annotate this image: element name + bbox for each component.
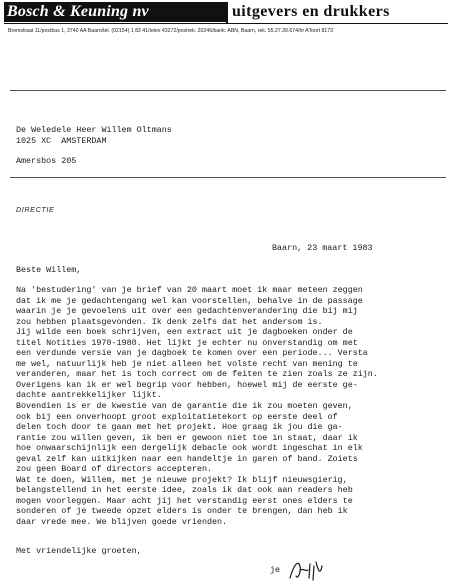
body-line: daar vrede mee. We blijven goede vrienden. [16,517,228,528]
body-line: belangstellend in het eerste idee, zoals ik dat ook aan readers heb [16,485,353,496]
company-address: Bremstraat 11/postbus 1, 3740 AA Baarn/tel. (02154) 1 82 41/telex 43272/postrek. 20246/bank: ABN, Baarn, rek. 55.27.39.674/hr A'foort 8173 [8,28,334,34]
body-line: delen toch door te gaan met het projekt. Hoe graag ik jou die ga- [16,422,343,433]
divider-bottom [10,177,446,178]
body-line: geval zelf kan uitkijken naar een handeltje in garen of band. Zoiets [16,453,358,464]
body-line: waarin je je gevoelens uit over een gedachtenverandering die bij mij [16,306,358,317]
recipient-name: De Weledele Heer Willem Oltmans [16,124,172,135]
recipient-street: Amersbos 205 [16,155,77,166]
body-line: dachte aantrekkelijker lijkt. [16,390,162,401]
body-line: Wat te doen, Willem, met je nieuwe projekt? Ik blijf nieuwsgierig, [16,474,348,485]
department-label: DIRECTIE [16,205,55,214]
body-line: ook bij een onverhoopt groot exploitatietekort op eerste deel of [16,411,338,422]
letterhead [4,2,448,24]
divider-top [10,90,446,91]
body-line: een verdunde versie van je dagboek te komen over een periode... Versta [16,348,368,359]
body-line: Jij wilde een boek schrijven, een extract uit je dagboeken onder de [16,327,353,338]
body-line: sonderen of je tweede opzet elders is onder te brengen, dan heb ik [16,506,348,517]
salutation: Beste Willem, [16,265,82,275]
body-line: Overigens kan ik er wel begrip voor hebben, hoewel mij de eerste ge- [16,379,358,390]
body-line: rantie zou willen geven, ik ben er gewoon niet toe in staat, daar ik [16,432,358,443]
body-line: hoe onwaarschijnlijk een dergelijk debacle ook wordt ingeschat in elk [16,443,363,454]
body-line: dat ik me je gedachtengang wel kan voorstellen, behalve in de passage [16,295,363,306]
letterhead-rule [4,23,448,24]
body-line: Bovendien is er de kwestie van de garantie die ik zou moeten geven, [16,401,353,412]
body-line: mogen voorleggen. Maar acht jij het verstandig eerst ones elders te [16,495,353,506]
body-line: titel Notities 1970-1980. Het lijkt je echter nu onverstandig om met [16,337,358,348]
body-line: zou hebben plaatsgevonden. Ik denk zelfs dat het andersom is. [16,316,323,327]
letter-date: Baarn, 23 maart 1983 [272,243,373,253]
body-line: zou geen Board of directors accepteren. [16,464,213,475]
letter-body [16,285,446,528]
sign-word: je [270,565,281,575]
closing: Met vriendelijke groeten, [16,546,142,556]
company-tagline: uitgevers en drukkers [232,3,390,20]
body-line: Na 'bestudering' van je brief van 20 maart moet ik maar meteen zeggen [16,285,363,295]
body-line: veranderen, maar het is toch correct om de feiten te zien zoals ze zijn. [16,369,378,380]
body-line: me wel, natuurlijk heb je niet alleen het volste recht van mening te [16,358,358,369]
handwritten-signature [286,556,326,584]
company-name: Bosch & Keuning nv [4,2,226,22]
letterhead-divider [226,2,228,24]
recipient-city: 1025 XC AMSTERDAM [16,136,107,146]
